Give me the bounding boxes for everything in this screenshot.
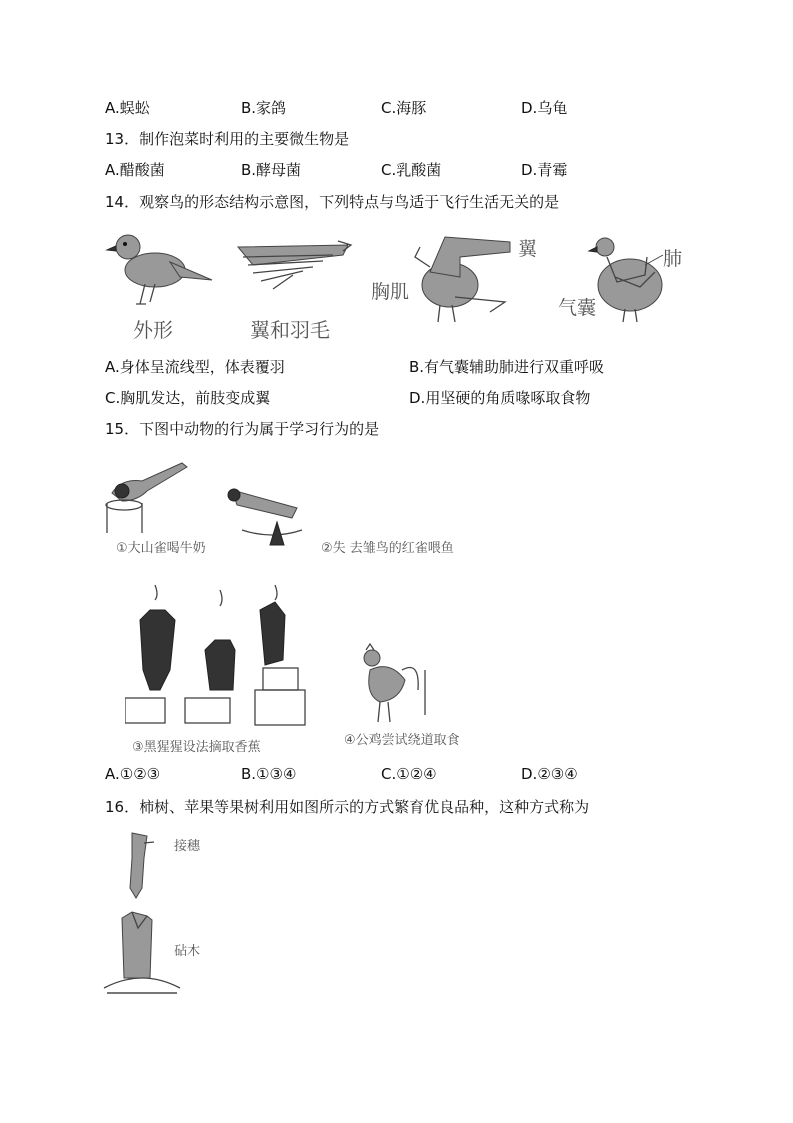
tit-drinking-milk-illustration xyxy=(102,453,202,533)
q13-option-d: D.青霉 xyxy=(521,161,568,179)
lung-airsac-illustration xyxy=(585,227,685,327)
rooster-illustration xyxy=(340,640,440,730)
q15-stem: 15．下图中动物的行为属于学习行为的是 xyxy=(105,420,380,438)
label-wing: 翼和羽毛 xyxy=(250,318,330,342)
q15-option-a: A.①②③ xyxy=(105,765,161,783)
q14-option-b: B.有气囊辅助肺进行双重呼吸 xyxy=(409,358,605,376)
q15-option-c: C.①②④ xyxy=(381,765,437,783)
q13-option-b: B.酵母菌 xyxy=(241,161,302,179)
label-shape: 外形 xyxy=(133,318,173,342)
label-chest: 胸肌 xyxy=(371,281,410,303)
q14-option-c: C.胸肌发达，前肢变成翼 xyxy=(105,389,271,407)
q16-stem: 16．柿树、苹果等果树利用如图所示的方式繁育优良品种，这种方式称为 xyxy=(105,798,590,816)
q14-option-d: D.用坚硬的角质喙啄取食物 xyxy=(409,389,591,407)
q13-stem: 13．制作泡菜时利用的主要微生物是 xyxy=(105,130,350,148)
label-air-sac: 气囊 xyxy=(558,297,597,319)
q14-stem: 14．观察鸟的形态结构示意图，下列特点与鸟适于飞行生活无关的是 xyxy=(105,193,560,211)
label-panel-3: ③黑猩猩设法摘取香蕉 xyxy=(132,740,261,755)
q14-option-a: A.身体呈流线型，体表覆羽 xyxy=(105,358,285,376)
label-panel-1: ①大山雀喝牛奶 xyxy=(116,541,206,556)
q12-option-a: A.蜈蚣 xyxy=(105,99,150,117)
q13-option-c: C.乳酸菌 xyxy=(381,161,442,179)
q12-option-b: B.家鸽 xyxy=(241,99,287,117)
wing-illustration xyxy=(233,237,353,297)
grafting-illustration xyxy=(102,828,182,998)
label-wing-top: 翼 xyxy=(518,238,538,260)
label-panel-2: ②失 去雏鸟的红雀喂鱼 xyxy=(321,541,454,556)
sparrow-illustration xyxy=(100,222,220,312)
label-panel-4: ④公鸡尝试绕道取食 xyxy=(344,733,460,748)
q13-option-a: A.醋酸菌 xyxy=(105,161,165,179)
q15-option-d: D.②③④ xyxy=(521,765,578,783)
label-lung: 肺 xyxy=(663,248,683,270)
chest-muscle-illustration xyxy=(390,227,530,327)
q14-bird-figure xyxy=(100,222,700,347)
label-scion: 接穗 xyxy=(174,839,201,854)
chimpanzee-banana-illustration xyxy=(125,580,315,730)
q12-option-c: C.海豚 xyxy=(381,99,427,117)
q15-option-b: B.①③④ xyxy=(241,765,297,783)
cardinal-feeding-fish-illustration xyxy=(222,470,322,550)
label-stock: 砧木 xyxy=(174,944,201,959)
q12-option-d: D.乌龟 xyxy=(521,99,568,117)
